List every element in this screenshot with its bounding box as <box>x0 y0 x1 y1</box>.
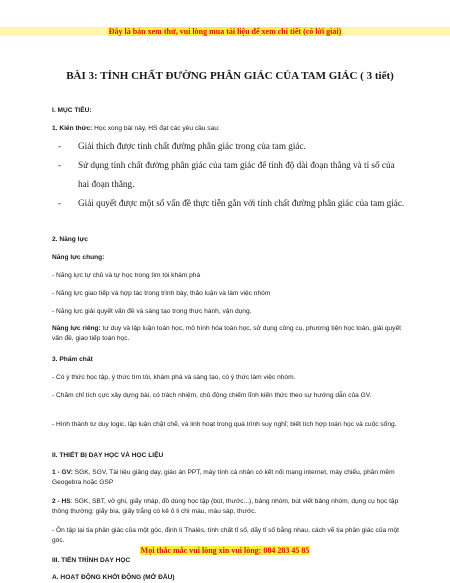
bullet-item: - Giải quyết được một số vấn đề thực tiễn gắn với tính chất đường phân giác của tam giác. <box>58 198 405 208</box>
list-item: - Hình thành tư duy logic, lập luận chặt chẽ, và linh hoạt trong quá trình suy nghĩ; biết tích hợp toán học và cuộc sống. <box>52 421 397 428</box>
section-objectives: I. MỤC TIÊU: <box>52 107 92 114</box>
list-item: - Năng lực giải quyết vấn đề và sáng tạo trong thực hành, vận dụng. <box>52 308 252 315</box>
heading-general-competence: Năng lực chung: <box>52 254 105 261</box>
contact-banner: Mọi thắc mắc vui lòng xin vui lòng: 084 283 45 85 <box>140 546 310 555</box>
heading-competence: 2. Năng lực <box>52 236 88 243</box>
knowledge-line: 1. Kiến thức: Học xong bài này, HS đạt các yêu cầu sau: <box>52 125 220 132</box>
specific-competence: Năng lực riêng: tư duy và lập luận toán học, mô hình hóa toán học, sử dụng công cụ, phương tiện học toán, giải quyết vấn đề, giao tiếp toán học. <box>52 325 401 342</box>
list-item: - Chăm chỉ tích cực xây dựng bài, có trách nhiệm, chủ động chiếm lĩnh kiến thức theo sự hướng dẫn của GV. <box>52 392 372 399</box>
student-materials: 2 - HS: SGK, SBT, vở ghi, giấy nháp, đồ dùng học tập (bút, thước...), bảng nhóm, bút viết bảng nhóm, dụng cụ học tập thông thường; giấy bìa, giấy trắng có kẻ ô li chì màu, màu sáp, thước. <box>52 498 399 515</box>
lesson-title: BÀI 3: TÍNH CHẤT ĐƯỜNG PHÂN GIÁC CỦA TAM GIÁC ( 3 tiết) <box>66 70 394 82</box>
section-equipment: II. THIẾT BỊ DẠY HỌC VÀ HỌC LIỆU <box>52 452 164 459</box>
review-note: - Ôn tập lại tia phân giác của một góc, định lí Thalès, tính chất tỉ số, dãy tỉ số bằng nhau, cách vẽ tia phân giác của một góc. <box>52 527 399 544</box>
list-item: - Có ý thức học tập, ý thức tìm tòi, khám phá và sáng tạo, có ý thức làm việc nhóm. <box>52 374 296 381</box>
bullet-item: - Sử dụng tính chất đường phân giác của tam giác để tính độ dài đoạn thẳng và tỉ số của hai đoạn thẳng. <box>58 160 395 189</box>
preview-banner: Đây là bản xem thử, vui lòng mua tài liệu để xem chi tiết (có lời giải) <box>0 27 450 36</box>
heading-quality: 3. Phẩm chất <box>52 356 93 363</box>
teacher-materials: 1 - GV: SGK, SGV, Tài liệu giảng dạy, giáo án PPT, máy tính cá nhân có kết nối mạng internet, máy chiếu, phần mềm Geogebra hoặc GSP <box>52 469 395 486</box>
list-item: - Năng lực giao tiếp và hợp tác trong trình bày, thảo luận và làm việc nhóm <box>52 290 271 297</box>
section-warmup: A. HOẠT ĐỘNG KHỞI ĐỘNG (MỞ ĐẦU) <box>52 574 175 581</box>
section-process: III. TIẾN TRÌNH DẠY HỌC <box>52 557 131 564</box>
bullet-item: - Giải thích được tính chất đường phân giác trong của tam giác. <box>58 141 306 151</box>
list-item: - Năng lực tự chủ và tự học trong tìm tòi khám phá <box>52 272 201 279</box>
